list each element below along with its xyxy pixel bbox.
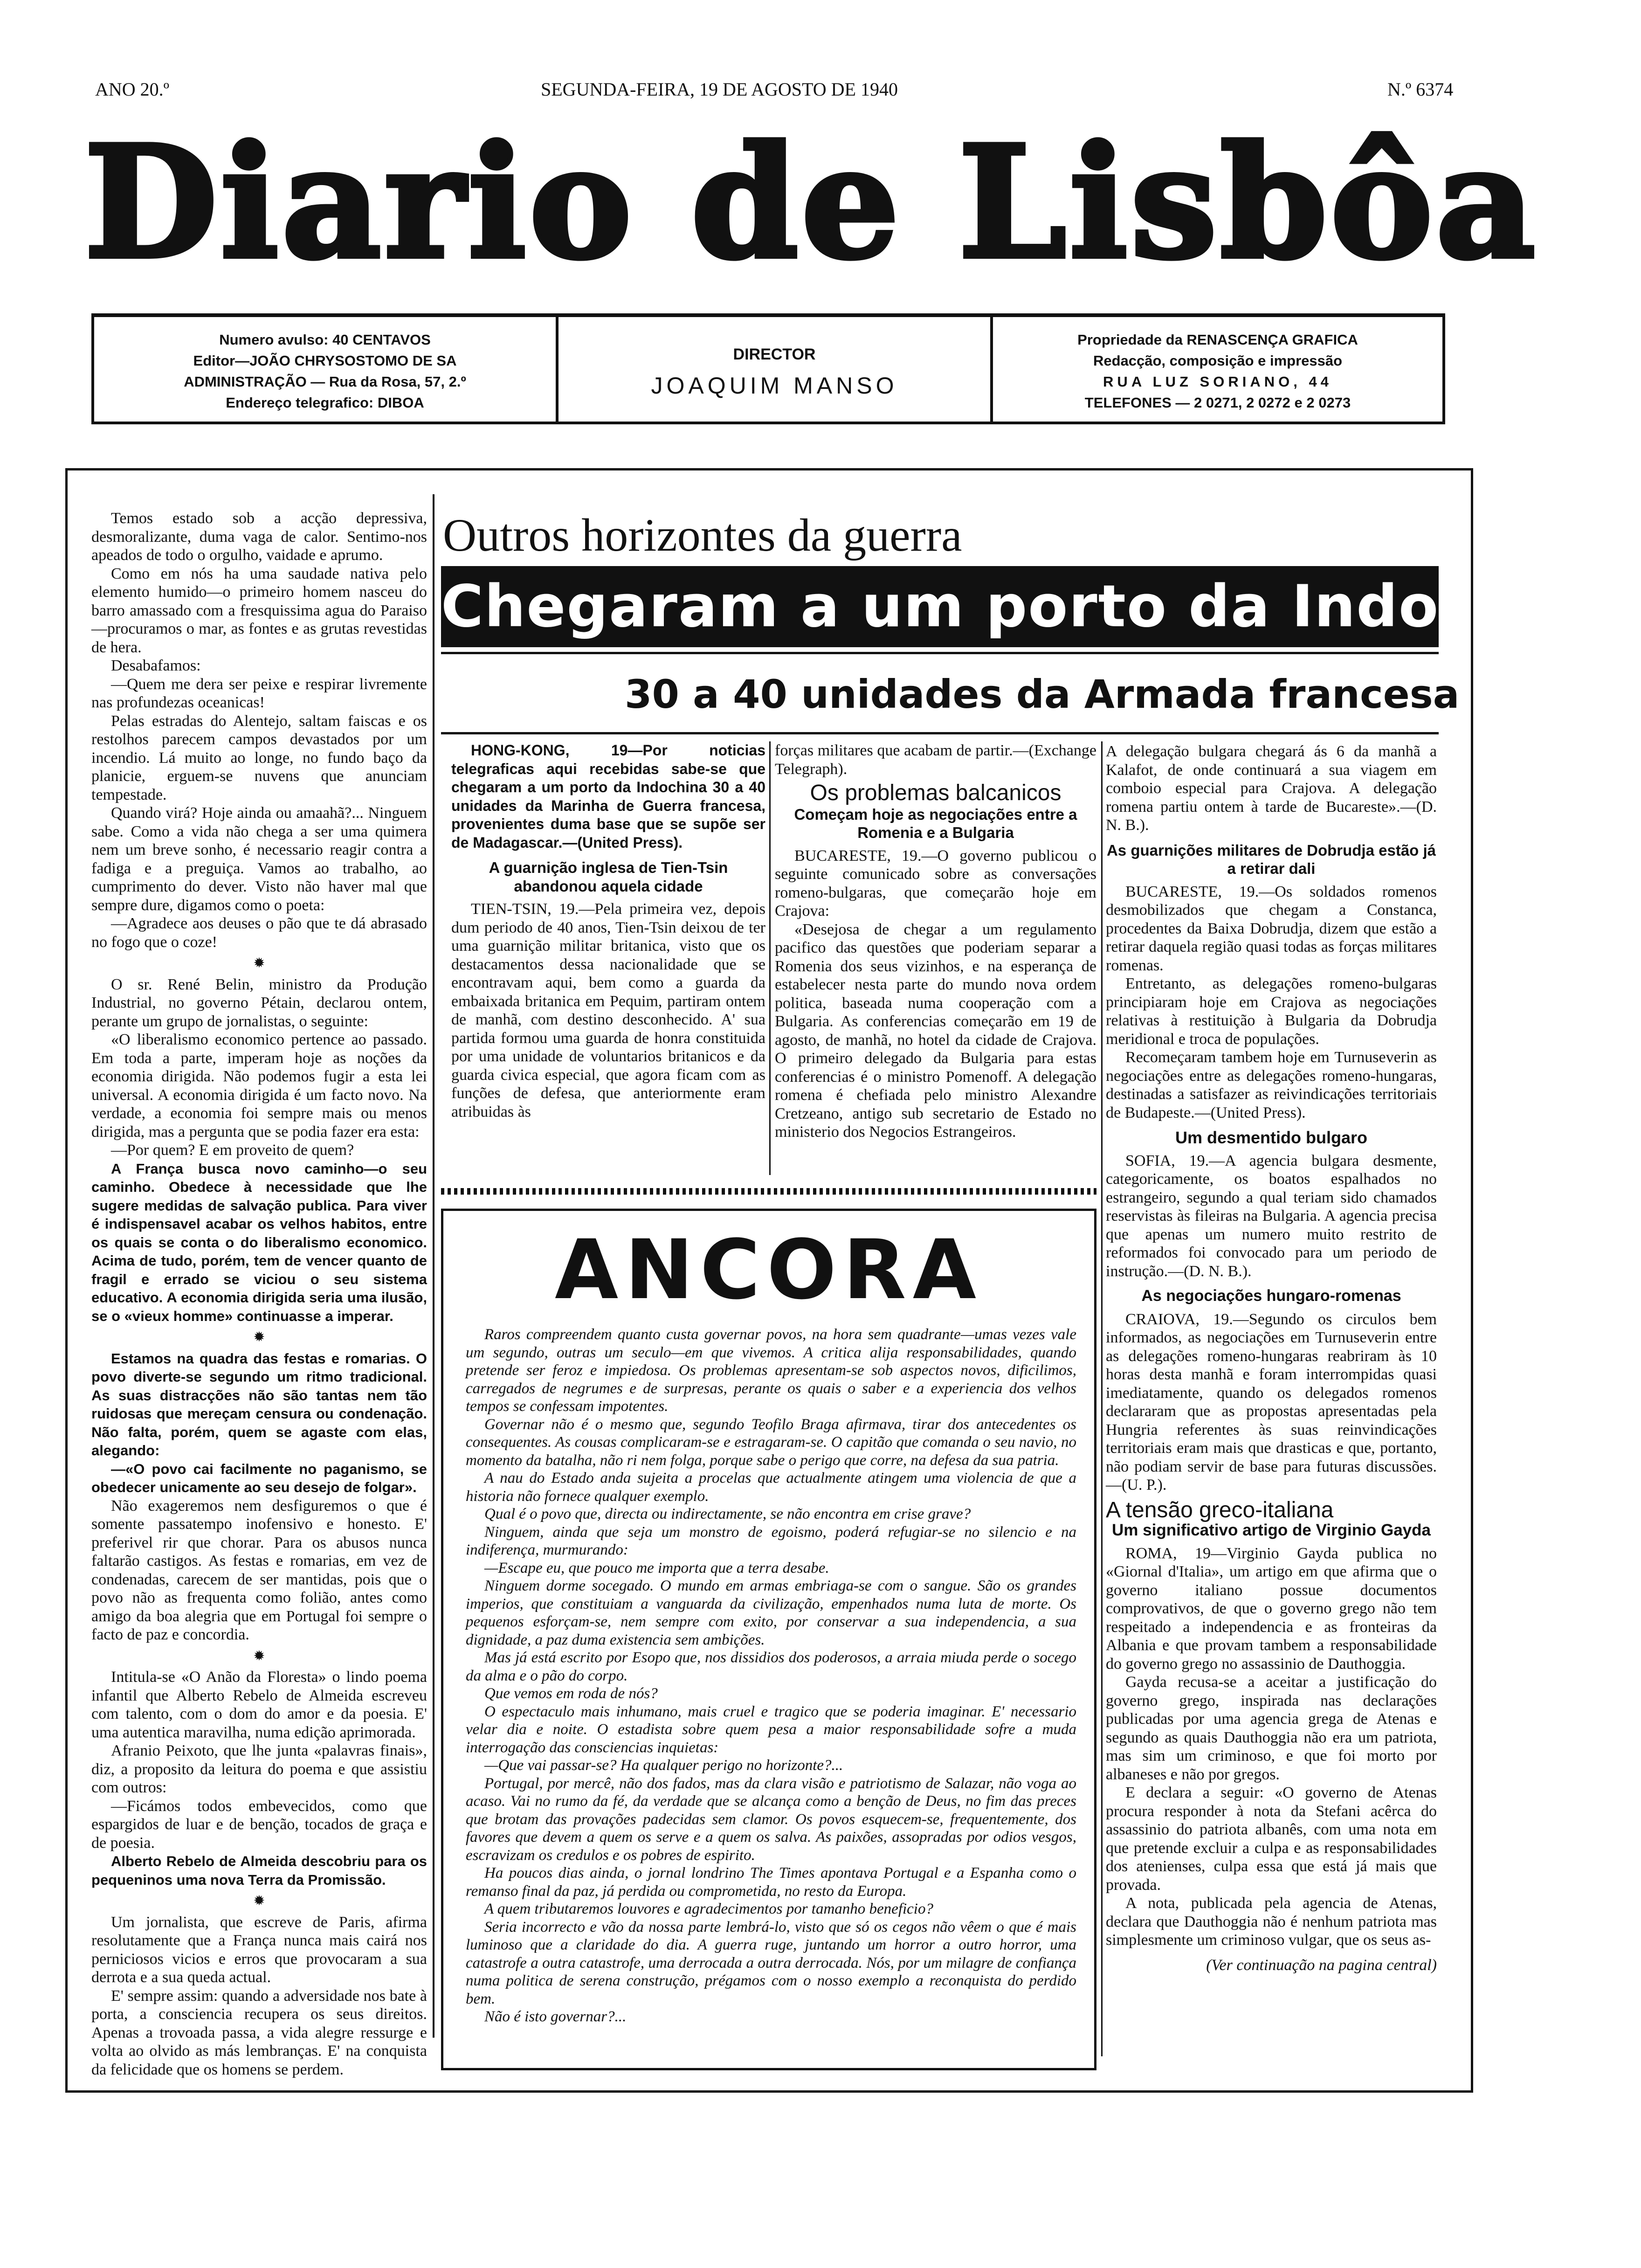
subheading: As guarnições militares de Dobrudja estão já a retirar dali (1106, 841, 1436, 877)
paragraph: Ninguem, ainda que seja um monstro de egoismo, poderá refugiar-se no silencio e na indiferença, murmurando: (466, 1523, 1076, 1558)
headline-outros: Outros horizontes da guerra (443, 509, 962, 561)
paragraph: Desabafamos: (111, 657, 201, 674)
separator-icon: ✹ (253, 955, 265, 971)
paragraph: Qual é o povo que, directa ou indirectamente, se não encontra em crise grave? (484, 1506, 971, 1522)
subheading: Começam hoje as negociações entre a Romenia e a Bulgaria (794, 805, 1077, 841)
paragraph: Pelas estradas do Alentejo, saltam faiscas e os restolhos parecem campos devastados por um incendio. Lá muito ao longe, no fundo baço da planicie, erguem-se nuvens que anunciam tempestade. (91, 712, 427, 803)
telegraph-line: Endereço telegrafico: DIBOA (226, 394, 424, 411)
paragraph: A delegação bulgara chegará ás 6 da manhã a Kalafot, de onde continuará a sua viagem em comboio especial para Crajova. A delegação romena partiu ontem à tarde de Bucareste».—(D. N. B.). (1106, 743, 1437, 834)
paragraph: Raros compreendem quanto custa governar povos, na hora sem quadrante—umas vezes vale um segundo, outras um seculo—em que vivemos. A critica alija responsabilidades, quando pretende ser feroz e impiedosa. Os problemas apresentam-se sob aspectos novos, dificilimos, carregados de negrumes e de surpresas, perante os quais o saber e a experiencia dos velhos tempos se confessam impotentes. (466, 1326, 1076, 1415)
paragraph: TIEN-TSIN, 19.—Pela primeira vez, depois dum periodo de 40 anos, Tien-Tsin deixou de ter uma guarnição militar britanica, visto que os destacamentos dessa nacionalidade que se encontravam aqui, bem como a guarda da embaixada britanica em Pequim, partiram ontem de manhã, com destino desconhecido. A' sua partida formou uma guarda de honra constituida por uma unidade de voluntarios britanicos e da guarda civica especial, que agora ficam com as funções de defesa, que anteriormente eram atribuidas às (451, 900, 765, 1120)
paragraph: «Desejosa de chegar a um regulamento pacifico das questões que poderiam separar a Romenia dos seus vizinhos, e na esperança de estabelecer nesta parte do mundo nova ordem politica, baseada numa cooperação com a Bulgaria. As conferencias começarão em 19 de agosto, de manhã, no hotel da cidade de Crajova. O primeiro delegado da Bulgaria para estas conferencias é o ministro Pomenoff. A delegação romena é chefiada pelo ministro Alexandre Cretzeano, antigo sub secretario de Estado no ministerio dos Negocios Estrangeiros. (775, 920, 1096, 1141)
paragraph: Ha poucos dias ainda, o jornal londrino The Times apontava Portugal e a Espanha como o remanso final da paz, já perdida ou comprometida, no resto da Europa. (466, 1865, 1076, 1900)
price-line: Numero avulso: 40 CENTAVOS (219, 332, 431, 348)
section-heading: A tensão greco-italiana (1106, 1497, 1334, 1522)
paragraph: Seria incorrecto e vão da nossa parte lembrá-lo, visto que só os cegos não vêem o que é mais luminoso que a claridade do dia. A guerra ruge, juntando um horror a outro horror, uma catastrofe a outra catastrofe, uma derrocada a outra derrocada. Nós, por um milagre de confiança numa politica de serena construção, prégamos com o nosso exemplo a reconquista do perdido bem. (466, 1918, 1076, 2007)
continuation-note: (Ver continuação na pagina central) (1206, 1956, 1437, 1974)
paragraph: —Ficámos todos embevecidos, como que espargidos de luar e de benção, tocados de graça e de poesia. (91, 1797, 427, 1852)
issue-date: SEGUNDA-FEIRA, 19 DE AGOSTO DE 1940 (541, 79, 898, 100)
separator-icon: ✹ (253, 1893, 265, 1908)
paragraph: —Que vai passar-se? Ha qualquer perigo no horizonte?... (484, 1757, 843, 1774)
paragraph: Afranio Peixoto, que lhe junta «palavras finais», diz, a proposito da leitura do poema e que assistiu com outros: (91, 1742, 427, 1796)
paragraph: BUCARESTE, 19.—Os soldados romenos desmobilizados que chegam a Constanca, procedentes da Baixa Dobrudja, dizem que estão a retirar daquela região quasi todas as forças militares romenas. (1106, 883, 1437, 974)
paragraph: A nau do Estado anda sujeita a procelas que actualmente atingem uma violencia de que a historia não fornece qualquer exemplo. (466, 1470, 1076, 1505)
issue-year: ANO 20.º (95, 79, 170, 100)
printing-line: Redacção, composição e impressão (1093, 353, 1343, 369)
director-name: JOAQUIM MANSO (651, 373, 898, 399)
paragraph: O espectaculo mais inhumano, mais cruel e tragico que se poderia imaginar. E' necessario velar dia e noite. O estadista sobre quem pesa a maior responsabilidade sofre a muda interrogação das consciencias inquietas: (466, 1703, 1076, 1756)
info-box (91, 313, 1445, 424)
paragraph: —Escape eu, que pouco me importa que a terra desabe. (484, 1559, 829, 1577)
paragraph: E' sempre assim: quando a adversidade nos bate à porta, a consciencia recupera os seus direitos. Apenas a trovoada passa, a vida alegre ressurge e volta ao olvido as más lembranças. E' na conquista da felicidade que os homens se perdem. (91, 1987, 427, 2078)
info-left (94, 329, 556, 413)
sub-rule (441, 732, 1439, 734)
paragraph: Recomeçaram tambem hoje em Turnuseverin as negociações entre as delegações romeno-hungaras, destinadas a satisfazer as reivindicações territoriais de Budapeste.—(United Press). (1106, 1049, 1437, 1121)
editor-line: Editor—JOÃO CHRYSOSTOMO DE SA (193, 353, 457, 369)
info-right (993, 329, 1442, 413)
paragraph: —Quem me dera ser peixe e respirar livremente nas profundezas oceanicas! (91, 675, 427, 711)
column-balkans (775, 741, 1096, 1180)
subheading: A guarnição inglesa de Tien-Tsin abandonou aquela cidade (489, 859, 728, 895)
paragraph: Alberto Rebelo de Almeida descobriu para os pequeninos uma nova Terra da Promissão. (91, 1853, 427, 1888)
paragraph: A quem tributaremos louvores e agradecimentos por tamanho beneficio? (484, 1901, 933, 1917)
ancora-text (466, 1326, 1076, 2026)
paragraph: Como em nós ha uma saudade nativa pelo elemento humido—o primeiro homem nasceu do barro amassado com a fresquissima agua do Paraiso—procuramos o mar, as fontes e as grutas revestidas de hera. (91, 565, 427, 656)
paragraph: Ninguem dorme socegado. O mundo em armas embriaga-se com o sangue. São os grandes imperios, que constituiam a vanguarda da civilização, empenhados numa luta de morte. Os pequenos esforçam-se, nem sempre com exito, por conservar a sua independencia, a sua dignidade, a paz duma existencia sem ambições. (466, 1577, 1076, 1648)
column-hongkong (451, 741, 765, 1180)
headline-rule (441, 652, 1439, 654)
paragraph: Governar não é o mesmo que, segundo Teofilo Braga afirmava, tirar dos antecedentes os consequentes. As cousas complicaram-se e estragaram-se. O capitão que comanda o seu navio, no momento da batalha, não ri nem folga, porque sabe o perigo que corre, na defesa da sua patria. (466, 1416, 1076, 1469)
ancora-title: ANCORA (554, 1222, 983, 1318)
subheading: Um significativo artigo de Virginio Gayda (1112, 1521, 1431, 1539)
paragraph: SOFIA, 19.—A agencia bulgara desmente, categoricamente, os boatos espalhados no estrangeiro, segundo a qual teriam sido chamados reservistas às fileiras na Bulgaria. A agencia precisa que apenas um numero muito restrito de reformados foi convocado para um periodo de instrução.—(D. N. B.). (1106, 1152, 1437, 1280)
paragraph: Mas já está escrito por Esopo que, nos dissidios dos poderosos, a arraia miuda perde o socego da alma e o pão do corpo. (466, 1649, 1076, 1684)
paragraph: Estamos na quadra das festas e romarias. O povo diverte-se segundo um ritmo tradicional. As suas distracções não são tantas nem tão ruidosas que mereçam censura ou condenação. Não falta, porém, quem se agaste com elas, alegando: (91, 1350, 427, 1459)
administration-line: ADMINISTRAÇÃO — Rua da Rosa, 57, 2.º (184, 373, 466, 390)
director-label: DIRECTOR (733, 346, 816, 363)
issue-number: N.º 6374 (1387, 79, 1454, 100)
separator-icon: ✹ (253, 1648, 265, 1664)
subheading: Um desmentido bulgaro (1175, 1128, 1368, 1147)
paragraph: E declara a seguir: «O governo de Atenas procura responder à nota da Stefani acêrca do assassinio do patriota albanês, com uma nota em que pretende excluir a culpa e as responsabilidades dos atenienses, culpa essa que está já mais que provada. (1106, 1784, 1437, 1894)
column-news (1106, 742, 1437, 2079)
paragraph: forças militares que acabam de partir.—(Exchange Telegraph). (775, 742, 1096, 778)
paragraph: Entretanto, as delegações romeno-bulgaras principiaram hoje em Crajova as negociações relativas à restituição à Bulgaria da Dobrudja meridional e troca de populações. (1106, 975, 1437, 1048)
paragraph: Portugal, por mercê, não dos fados, mas da clara visão e patriotismo de Salazar, não voga ao acaso. Vai no rumo da fé, da verdade que se alcança como a benção de Deus, no fim das preces que brotam das provações padecidas sem clamor. Os povos esquecem-se, frequentemente, dos favores que devem a quem os serve e a quem os salva. As paixões, assopradas por odios vesgos, escravizam os credulos e os pobres de espirito. (466, 1775, 1076, 1864)
section-heading: Os problemas balcanicos (810, 781, 1062, 805)
paragraph: BUCARESTE, 19.—O governo publicou o seguinte comunicado sobre as conversações romeno-bulgaras, que começarão hoje em Crajova: (775, 847, 1096, 920)
masthead-logo (84, 112, 1538, 298)
paragraph: Que vemos em roda de nós? (484, 1685, 658, 1702)
column-rule (433, 494, 434, 2038)
paragraph: —Por quem? E em proveito de quem? (111, 1141, 354, 1159)
column-rule (1101, 741, 1103, 2056)
paragraph: ROMA, 19—Virginio Gayda publica no «Giornal d'Italia», um artigo em que afirma que o governo italiano possue documentos comprovativos, de que o governo grego não tem respeitado a independencia e as fronteiras da Albania e que provam tambem a responsabilidade do governo grego no assassinio de Dauthoggia. (1106, 1544, 1437, 1673)
headline-main: Chegaram a um porto da Indochina (441, 566, 1439, 647)
info-center (558, 344, 990, 399)
paragraph: Temos estado sob a acção depressiva, desmoralizante, duma vaga de calor. Sentimo-nos apeados de todo o orgulho, vaidade e aprumo. (91, 510, 427, 564)
ancora-box (441, 1209, 1096, 2070)
paragraph: «O liberalismo economico pertence ao passado. Em toda a parte, imperam hoje as noções da economia dirigida. Não podemos fugir a esta lei universal. A economia dirigida é um facto novo. Na verdade, a economia foi sempre mais ou menos dirigida, mas a pergunta que se podia fazer era esta: (91, 1031, 427, 1141)
paragraph: —Agradece aos deuses o pão que te dá abrasado no fogo que o coze! (91, 915, 427, 951)
phones-line: TELEFONES — 2 0271, 2 0272 e 2 0273 (1084, 394, 1351, 411)
dashed-rule (441, 1188, 1096, 1195)
subheading: As negociações hungaro-romenas (1141, 1287, 1401, 1305)
column-rule (769, 741, 771, 1175)
column-editorial (91, 509, 427, 2078)
owner-line: Propriedade da RENASCENÇA GRAFICA (1077, 332, 1358, 348)
paragraph: CRAIOVA, 19.—Segundo os circulos bem informados, as negociações em Turnuseverin entre as delegações romeno-hungaras reabriram às 10 horas desta manhã e foram interrompidas quasi imediatamente, quando os delegados romenos declararam que as propostas apresentadas pela Hungria referentes às suas reinvindicações territoriais eram mais que drasticas e que, portanto, não podiam servir de base para futuras discussões.—(U. P.). (1106, 1310, 1437, 1494)
paragraph: Quando virá? Hoje ainda ou amaahã?... Ninguem sabe. Como a vida não chega a ser uma quimera nem um breve sonho, é necessario reagir contra a fadiga e a preguiça. Vamos ao trabalho, ao cumprimento do dever. Visto não haver mal que sempre dure, digamos como o poeta: (91, 804, 427, 914)
masthead-text: Diario de Lisbôa (84, 112, 1538, 293)
paragraph: Um jornalista, que escreve de Paris, afirma resolutamente que a França nunca mais cairá nos perniciosos vicios e erros que provocaram a sua derrota e a sua queda actual. (91, 1913, 427, 1986)
paragraph: —«O povo cai facilmente no paganismo, se obedecer unicamente ao seu desejo de folgar». (91, 1460, 427, 1495)
headline-sub: 30 a 40 unidades da Armada francesa (625, 671, 1460, 717)
paragraph: Intitula-se «O Anão da Floresta» o lindo poema infantil que Alberto Rebelo de Almeida escreveu com talento, com o dom do amor e da poesia. E' uma autentica maravilha, numa edição aprimorada. (91, 1668, 427, 1741)
paragraph: HONG-KONG, 19—Por noticias telegraficas aqui recebidas sabe-se que chegaram a um porto da Indochina 30 a 40 unidades da Marinha de Guerra francesa, provenientes duma base que se supõe ser de Madagascar.—(United Press). (451, 742, 765, 851)
paragraph: O sr. René Belin, ministro da Produção Industrial, no governo Pétain, declarou ontem, perante um grupo de jornalistas, o seguinte: (91, 975, 427, 1030)
paragraph: Não é isto governar?... (484, 2008, 627, 2025)
address-line: RUA LUZ SORIANO, 44 (1103, 373, 1332, 390)
separator-icon: ✹ (253, 1329, 265, 1345)
paragraph: Não exageremos nem desfiguremos o que é somente passatempo inofensivo e honesto. E' preferivel rir que chorar. Para os abusos nunca faltarão castigos. As festas e romarias, em vez de condenadas, carecem de ser mantidas, pois que o povo não as frequenta como folião, antes como amigo da boa alegria que em Portugal foi sempre o facto de paz e concordia. (91, 1497, 427, 1643)
paragraph: Gayda recusa-se a aceitar a justificação do governo grego, inspirada nas declarações publicadas por uma agencia grega de Atenas e segundo as quais Dauthoggia não era um patriota, mas sim um criminoso, e que foi morto por albaneses e não por gregos. (1106, 1673, 1437, 1783)
paragraph: A nota, publicada pela agencia de Atenas, declara que Dauthoggia não é nenhum patriota mas simplesmente um criminoso vulgar, que os seus as- (1106, 1895, 1437, 1949)
paragraph: A França busca novo caminho—o seu caminho. Obedece à necessidade que lhe sugere medidas de salvação publica. Para viver é indispensavel acabar os velhos habitos, entre os quais se conta o do liberalismo economico. Acima de tudo, porém, tem de vencer quanto de fragil e errado se viciou o seu sistema educativo. A economia dirigida seria uma ilusão, se o «vieux homme» continuasse a imperar. (91, 1160, 427, 1324)
